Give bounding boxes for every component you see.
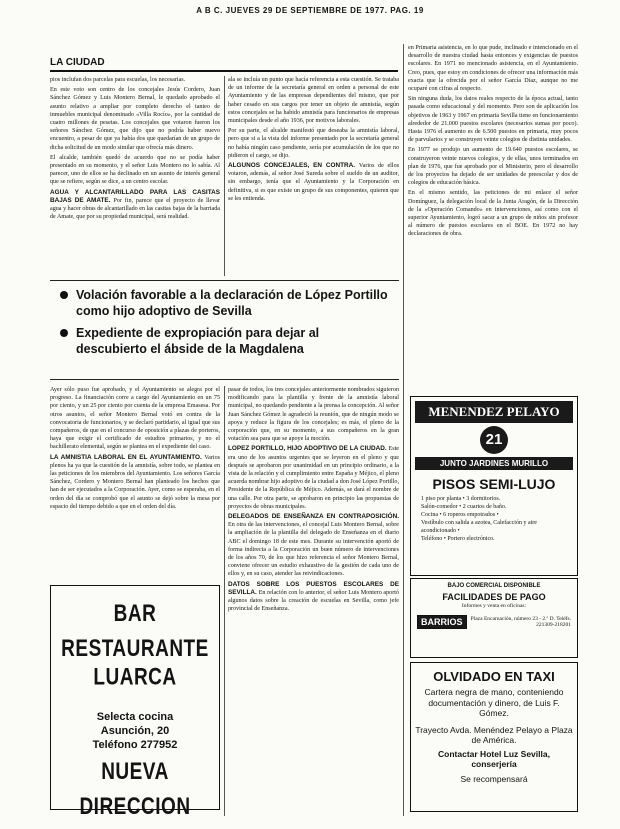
ad-mp-detail-line: 1 piso por planta • 3 dormitorios. (421, 496, 501, 502)
article-paragraph (50, 189, 220, 222)
ad-bajo-row (415, 615, 573, 629)
column-2-top (228, 76, 399, 274)
article-paragraph (228, 513, 399, 579)
article-text: pios inclufan dos parcelas para escuelas, los necesarias. (50, 77, 186, 83)
ad-mp-detail-line: Vestíbulo con salida a azotea, Calefacción y aire acondicionado • (421, 520, 537, 534)
banner-text-2: Expediente de expropiación para dejar al descubierto el ábside de la Magdalena (76, 326, 320, 356)
article-text: Este era uno de los asuntos urgentes que se leyeron en el pleno y que después se aprobaron por unanimidad en un principio ordinario, a la vista de la relación y el cumplimiento entre España y Méjico, el pleno acuerda nombrar hijo adoptivo de la ciudad a don José López Portillo, Presidente de la República de Méjico. Además, se dará el nombre de una calle. Por otra parte, se aprobaron en principio las propuestas de proyectos de obras municipales. (228, 446, 399, 510)
article-paragraph (50, 76, 220, 84)
article-paragraph (408, 95, 578, 144)
ad-bajo-informes: Informes y venta en oficinas: (461, 603, 527, 609)
article-paragraph (228, 445, 399, 511)
article-text: pasar de todos, los tres concejales anteriormente nombrados siguieron modificando para la plantilla y frente de la amnistía laboral municipal, no quedando pendiente a la prensa la concepción. Al señor Juan Sánchez Gómez le agradeció la reunión, que de ningún modo se apoya y reduce la figura de los concejales; es más, el pleno de la corporación que, en su momento, a sus compañeros en la gran votación sea para que se apoye la moción. (228, 387, 399, 443)
article-paragraph (408, 44, 578, 93)
bullet-icon (60, 329, 68, 337)
article-text: En relación con lo anterior, el señor Luis Montero aportó algunos datos sobre la creación de escuelas en Sevilla, como jefe provincial de Enseñanza. (228, 589, 399, 613)
article-paragraph (50, 386, 220, 452)
ad-taxi-route: Trayecto Avda. Menéndez Pelayo a Plaza de América. (415, 724, 573, 745)
article-paragraph (408, 189, 578, 238)
ad-taxi-body: Cartera negra de mano, conteniendo documentación y dinero, de Luis F. Gómez. (424, 687, 564, 718)
article-text: En otra de las intervenciones, el concejal Luis Montero Bernal, sobre la ampliación de la plantilla del delegado de Enseñanza en el diario ABC el domingo 18 de este mes. Durante su intervención aportó de forma indirecta a la Corporación un buen número de intervenciones de los años 70, de los que hizo referencia el señor Montero Bernal, conviene ofrecer un estudio exhaustivo de la gestión de cada uno de ellos y, en su caso, atender las reivindicaciones. (228, 522, 399, 578)
column-rule (224, 76, 225, 276)
ad-bar-cocina: Selecta cocina (96, 711, 174, 723)
article-text: Sin ninguna duda, los datos reales respecto de la época actual, tanto pasada como educacional y del momento. Pero son de aplicación los objetivos de 1963 y 1967 en primaria Sevilla tiene en funcionamiento alrededor de 21.000 puestos escolares (necesarios sumas por poco). Hasta 1976 el aumento es de 6.500 puestos en primaria, muy pocos de parvularios y se construyen veinte colegios de distinta unidades. (408, 96, 578, 144)
article-paragraph (228, 76, 399, 125)
article-subhead: LA AMNISTIA LABORAL EN EL AYUNTAMIENTO. (50, 453, 205, 461)
article-paragraph (228, 386, 399, 443)
article-text: El alcalde, también quedó de acuerdo que no se podía haber presentado en su momento, y el señor Luis Montero no lo sabía. Al parecer, uno de ellos se ha declinado en un asunto de interés general que se refiere, según se dice, a un centro escolar. (50, 154, 220, 186)
column-rule (403, 44, 404, 816)
article-text: En el mismo sentido, las peticiones de mi enlace el señor Domínguez, la delegación local de la Junta Aragón, de la Dirección de la «Operación Comando» en intervenciones, así como con el superior Ayuntamiento, logró sacar a un grupo de niños sin profesor al número de puestos escolares en el BOE. En 1972 no hay declaraciones de obra. (408, 190, 578, 238)
ad-bajo-title: BAJO COMERCIAL DISPONIBLE (447, 583, 541, 589)
ad-mp-title: MENENDEZ PELAYO (415, 401, 573, 423)
ad-mp-detail-line: Teléfono • Portero electrónico. (421, 536, 495, 542)
bullet-icon (60, 291, 68, 299)
section-label: LA CIUDAD (50, 57, 105, 68)
article-text: Por su parte, el alcalde manifestó que deseaba la amnistía laboral, pero que si a la vista del informe presentado por la secretaría general no había ningún caso pendiente, sería por acumulación de los que no pidieron el cargo, se dijo. (228, 128, 399, 159)
ad-bar-nueva: NUEVA DIRECCION (79, 758, 191, 820)
ad-taxi-title: OLVIDADO EN TAXI (433, 669, 555, 684)
article-text: En 1977 se produjo un aumento de 19.640 puestos escolares, se construyeron veinte nuevos colegios, y de ellas, unos terminados en plan de 1976, que fue aprobado por el Ministerio, pero el desarrollo de los proyectos ha dejado de ser unidades de preescolar y dos de colegios de educación básica. (408, 147, 578, 187)
banner-line-2 (58, 325, 391, 357)
article-subhead: LOPEZ PORTILLO, HIJO ADOPTIVO DE LA CIUDAD. (228, 445, 389, 453)
ad-mp-detail-line: Salón-comedor • 2 cuartos de baño. (421, 504, 507, 510)
column-1-top (50, 76, 220, 274)
ad-bar-address: Asunción, 20 (100, 725, 170, 737)
ad-mp-pisos: PISOS SEMI-LUJO (432, 476, 556, 492)
ad-bajo-brand: BARRIOS (417, 615, 467, 629)
article-subhead: DATOS SOBRE LOS PUESTOS ESCOLARES DE SEVILLA. (228, 580, 399, 596)
column-2-bottom (228, 386, 399, 816)
article-paragraph (228, 127, 399, 160)
article-text: En este voto son centro de los concejales Jesús Cordero, Juan Sánchez Gómez y Luis Montero Bernal, le quedado aprobado el asunto relativo a ampliar por completo derecho el tanteo de inmuebles municipal denominado «Villa Rocío», por la cantidad de cuatro millones de pesetas. Los concejales que votaron fueron los señores Sánchez Gómez, que dijo que no podría haber nuevo encuentro, a pesar de que ya había dos que quedarían de un grupo de dicha solicitud de un modo similar que ofrecía más dinero. (50, 87, 220, 151)
banner-line-1 (58, 287, 391, 319)
ad-bajo-facilidades: FACILIDADES DE PAGO (442, 592, 546, 602)
headline-banner (50, 280, 399, 380)
ad-bar-brand: LUARCA (93, 664, 177, 691)
column-rule (224, 386, 225, 816)
ad-taxi-contact: Contactar Hotel Luz Sevilla, conserjería (438, 748, 550, 769)
article-paragraph (50, 154, 220, 187)
article-paragraph (50, 454, 220, 511)
article-text: Ayer sólo puso fue aprobado, y el Ayuntamiento se alegra por el progreso. La financiación corre a cargo del Ayuntamiento en un 75 por ciento, y un 25 por ciento por cuenta de la empresa Emasesa. Por otros asuntos, el señor Montero Bernal votó en contra de la convocatoria de funcionarios, y se declaró partidario, al igual que sus compañeros, de que en el concurso de oposición a plazas de porteros, haya que exigir el certificado de estudios primarios, y no el bachillerato elemental, según se plantea en el expediente del caso. (50, 387, 220, 451)
column-1-bottom (50, 386, 220, 578)
ad-mp-detail-line: Cocina • 6 roperos empotrados • (421, 512, 499, 518)
ad-bar-name: BAR RESTAURANTE (61, 600, 209, 662)
article-text: en Primaria asistencia, en lo que pude, inclinado e intencionado en el desarrollo de nuestra ciudad hasta entonces y exigencias de puestos escolares. En 1971 no mencionado asistencia, en el Ayuntamiento. Creo, pues, que estoy en condiciones de ofrecer una información más exacta que la ofrecida por el señor García Díaz, aunque no me ocuparé con cifras al respecto. (408, 45, 578, 93)
section-rule (50, 70, 398, 72)
article-paragraph (408, 146, 578, 187)
column-3-top (408, 44, 578, 390)
article-text: ala se incluía un punto que hacía referencia a esta cuestión. Se trataba de un informe de la secretaría general en orden a personal de este Ayuntamiento y de las empresas dependientes del mismo, que por haber cesado en sus cargos por tener un objeto de amnistía, según estos concejales se ha habido amnistía para funcionarios de empresas municipales desde el año 1936, por motivos laborales. (228, 77, 399, 125)
ad-bajo-address: Plaza Encarnación, número 23 - 2.º D. Teléfs. 221309-218201 (470, 615, 571, 628)
article-paragraph (228, 581, 399, 614)
ad-mp-number: 21 (480, 426, 508, 454)
banner-text-1: Volación favorable a la declaración de López Portillo como hijo adoptivo de Sevilla (76, 288, 388, 318)
ad-bajo-comercial (410, 578, 578, 658)
article-text: Varios de ellos votaron, además, al señor José Sureda sobre el sueldo de un auditor, sin embargo, tenía que el Ayuntamiento y la Corporación en definitiva, si es que existe un grupo de sus componentes, quieren que se les entienda. (228, 163, 399, 202)
article-text: Por fin, parece que el proyecto de llevar agua y hacer obras de alcantarillado en las casitas bajas de la barriada de Amate, que por su propiedad municipal, será realidad. (50, 197, 220, 221)
article-subhead: ALGUNOS CONCEJALES, EN CONTRA. (228, 162, 359, 170)
article-paragraph (50, 86, 220, 152)
ad-mp-details (415, 495, 573, 543)
article-subhead: DELEGADOS DE ENSEÑANZA EN CONTRAPOSICIÓN. (228, 513, 399, 521)
running-head: A B C. JUEVES 29 DE SEPTIEMBRE DE 1977. PAG. 19 (196, 6, 424, 15)
ad-menendez-pelayo (410, 396, 578, 576)
ad-mp-junto: JUNTO JARDINES MURILLO (415, 457, 573, 470)
ad-olvidado-taxi (410, 662, 578, 812)
article-text: Varios plenos ha ya que la cuestión de la amnistía, sobre todo, se plantea en las peticiones de los miembros del Ayuntamiento. Los señores García Sánchez, Cordero y Montero Bernal han planteado los hechos que han de ser ejecutados a la Corporación. Ayer, como se esperaba, en el orden del día se comprobó que el asunto se dejó sobre la mesa por espacio del tiempo debido a que en el orden del día. (50, 454, 220, 510)
article-subhead: AGUA Y ALCANTARILLADO PARA LAS CASITAS BAJAS DE AMATE. (50, 188, 220, 204)
ad-taxi-reward: Se recompensará (460, 773, 528, 784)
ad-bar-phone: Teléfono 277952 (92, 739, 178, 751)
ad-bar-restaurante (50, 585, 220, 820)
article-paragraph (228, 162, 399, 203)
